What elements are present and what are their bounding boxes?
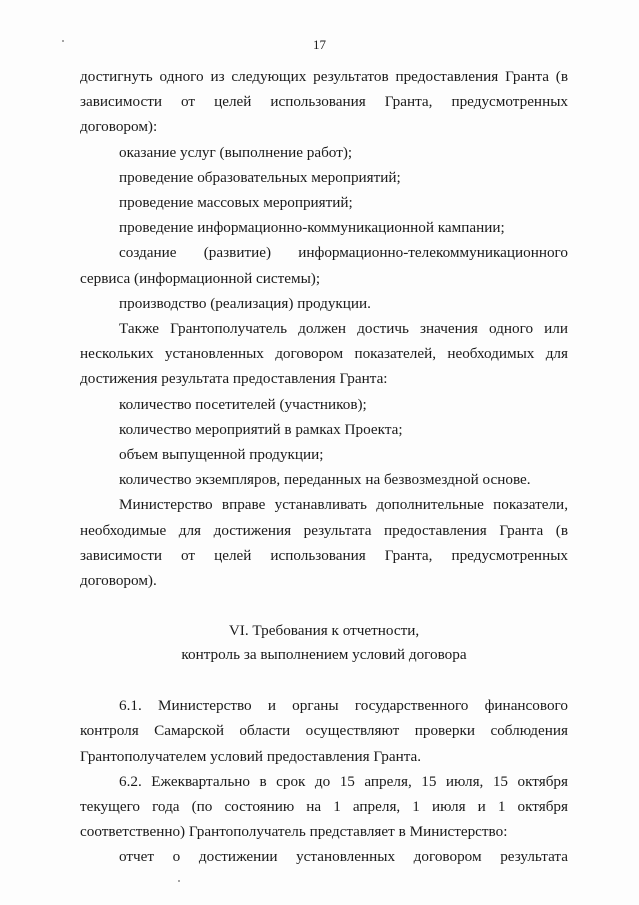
list-item-result: производство (реализация) продукции. bbox=[119, 294, 371, 312]
list-item-result: проведение образовательных мероприятий; bbox=[119, 168, 401, 186]
list-item-result: проведение массовых мероприятий; bbox=[119, 194, 353, 212]
list-item-indicator: объем выпущенной продукции; bbox=[119, 446, 324, 464]
scan-speck bbox=[178, 880, 180, 882]
scan-speck bbox=[62, 40, 64, 42]
list-item-result: создание (развитие) информационно-телекоммуникационного сервиса (информационной системы); bbox=[80, 244, 568, 287]
document-body bbox=[80, 64, 568, 870]
clause-6-2: 6.2. Ежеквартально в срок до 15 апреля, 15 июля, 15 октября текущего года (по состоянию на 1 апреля, 1 июля и 1 октября соответственно) Грантополучатель представляет в Министерство: bbox=[80, 772, 568, 841]
clause-6-2-item: отчет о достижении установленных договором результата bbox=[119, 848, 568, 866]
list-item-indicator: количество мероприятий в рамках Проекта; bbox=[119, 420, 403, 438]
page-number: 17 bbox=[313, 37, 326, 52]
clause-6-1: 6.1. Министерство и органы государственного финансового контроля Самарской области осуществляют проверки соблюдения Грантополучателем условий предоставления Гранта. bbox=[80, 697, 568, 765]
list-item-result: оказание услуг (выполнение работ); bbox=[119, 143, 353, 161]
list-item-result: проведение информационно-коммуникационной кампании; bbox=[119, 219, 505, 237]
paragraph-ministry: Министерство вправе устанавливать дополнительные показатели, необходимые для достижения результата предоставления Гранта (в зависимости от целей использования Гранта, предусмотренных договором). bbox=[80, 496, 568, 590]
section-heading-line1: VI. Требования к отчетности, bbox=[228, 622, 420, 640]
list-item-indicator: количество посетителей (участников); bbox=[119, 395, 367, 413]
paragraph-also: Также Грантополучатель должен достичь значения одного или нескольких установленных договором показателей, необходимых для достижения результата предоставления Гранта: bbox=[80, 320, 568, 388]
list-item-indicator: количество экземпляров, переданных на безвозмездной основе. bbox=[119, 471, 531, 489]
section-heading-line2: контроль за выполнением условий договора bbox=[181, 646, 467, 664]
paragraph-intro: достигнуть одного из следующих результатов предоставления Гранта (в зависимости от целей использования Гранта, предусмотренных договором): bbox=[80, 68, 568, 136]
